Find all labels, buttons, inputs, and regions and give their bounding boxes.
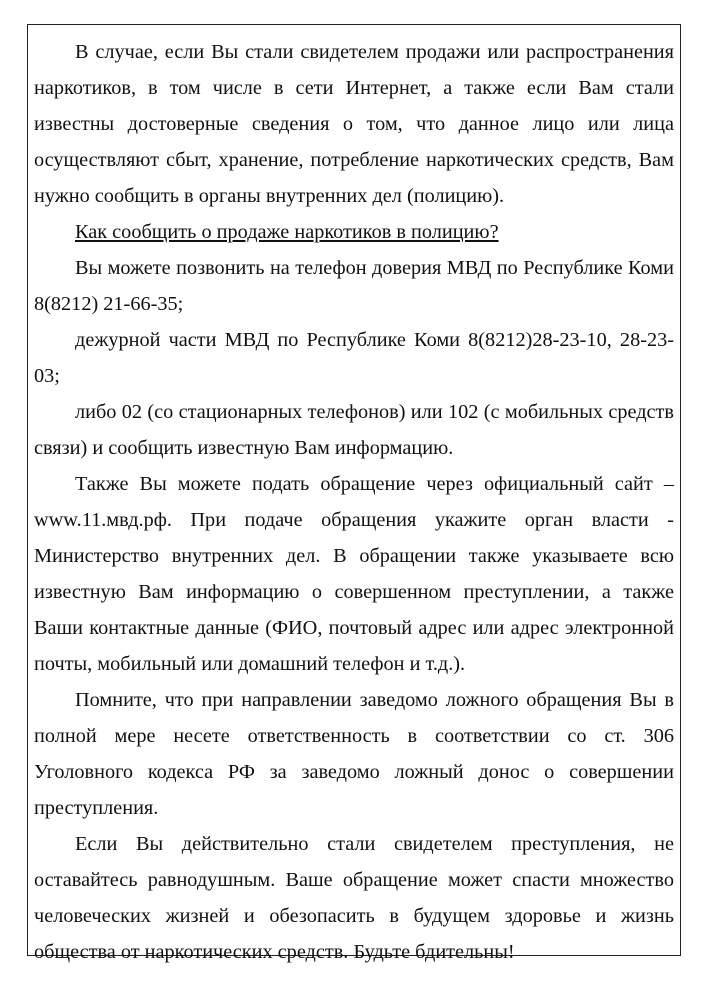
document-body xyxy=(34,34,674,970)
paragraph-warning: Помните, что при направлении заведомо ложного обращения Вы в полной мере несете ответственность в соответствии со ст. 306 Уголовного кодекса РФ за заведомо ложный донос о совершении преступления. xyxy=(34,689,674,819)
paragraph-emergency-numbers: либо 02 (со стационарных телефонов) или 102 (с мобильных средств связи) и сообщить известную Вам информацию. xyxy=(34,401,674,459)
section-heading: Как сообщить о продаже наркотиков в полицию? xyxy=(75,221,499,243)
paragraph-intro: В случае, если Вы стали свидетелем продажи или распространения наркотиков, в том числе в сети Интернет, а также если Вам стали известны достоверные сведения о том, что данное лицо или лица осуществляют сбыт, хранение, потребление наркотических средств, Вам нужно сообщить в органы внутренних дел (полицию). xyxy=(34,41,674,207)
paragraph-appeal: Если Вы действительно стали свидетелем преступления, не оставайтесь равнодушным. Ваше обращение может спасти множество человеческих жизней и обезопасить в будущем здоровье и жизнь общества от наркотических средств. Будьте бдительны! xyxy=(34,833,674,963)
paragraph-hotline: Вы можете позвонить на телефон доверия МВД по Республике Коми 8(8212) 21-66-35; xyxy=(34,257,674,315)
paragraph-duty-unit: дежурной части МВД по Республике Коми 8(8212)28-23-10, 28-23-03; xyxy=(34,329,674,387)
paragraph-website: Также Вы можете подать обращение через официальный сайт – www.11.мвд.рф. При подаче обращения укажите орган власти - Министерство внутренних дел. В обращении также указываете всю известную Вам информацию о совершенном преступлении, а также Ваши контактные данные (ФИО, почтовый адрес или адрес электронной почты, мобильный или домашний телефон и т.д.). xyxy=(34,473,674,675)
